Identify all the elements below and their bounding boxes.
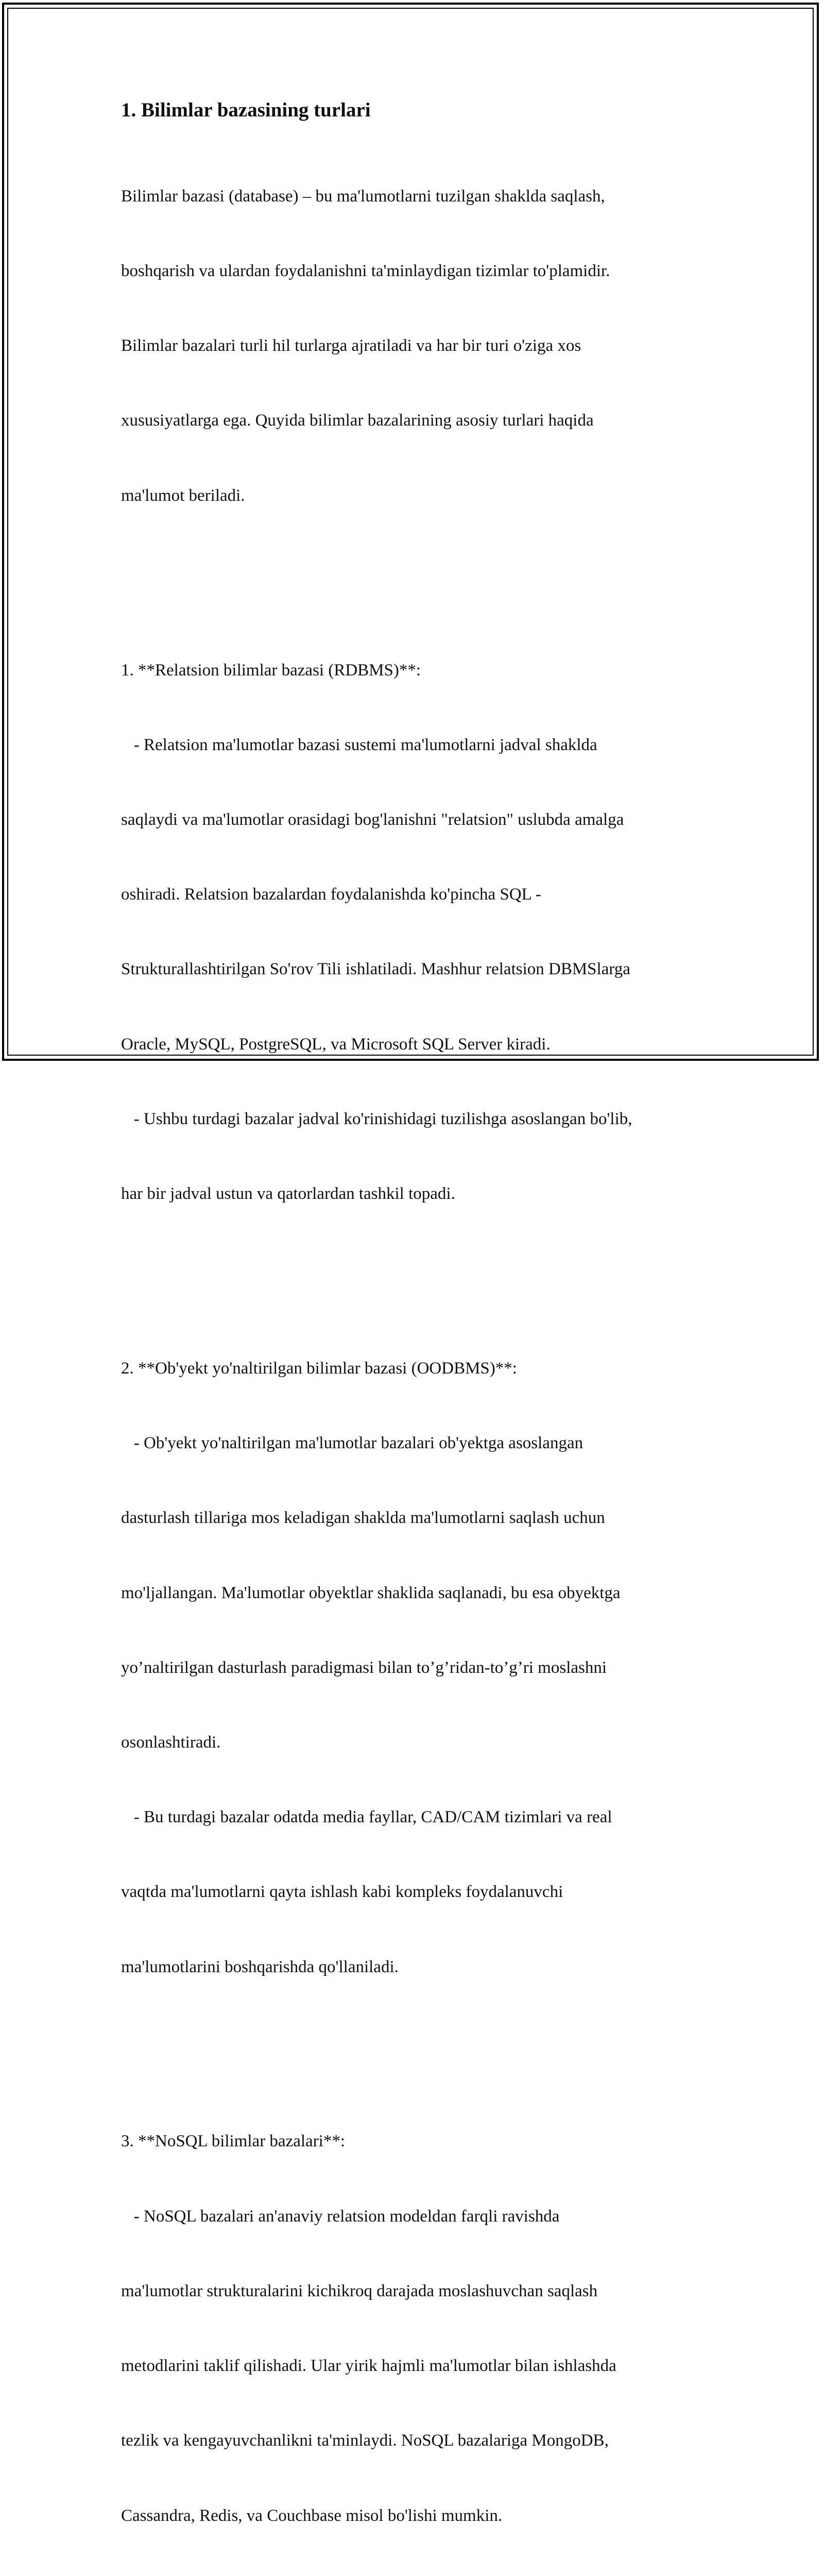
section-line: ma'lumotlar strukturalarini kichikroq darajada moslashuvchan saqlash xyxy=(121,2281,598,2300)
section-line: - Relatsion ma'lumotlar bazasi sustemi ma'lumotlarni jadval shaklda xyxy=(121,735,597,754)
paragraph-spacer xyxy=(121,2029,708,2054)
section-heading-rdbms: 1. **Relatsion bilimlar bazasi (RDBMS)**: xyxy=(121,660,421,680)
section-line: saqlaydi va ma'lumotlar orasidagi bog'lanishni "relatsion" uslubda amalga xyxy=(121,810,624,829)
section-line: - Ob'yekt yo'naltirilgan ma'lumotlar bazalari ob'yektga asoslangan xyxy=(121,1434,583,1453)
intro-line: ma'lumot beriladi. xyxy=(121,486,245,505)
section-line: oshiradi. Relatsion bazalardan foydalanishda ko'pincha SQL - xyxy=(121,885,541,904)
section-line: metodlarini taklif qilishadi. Ular yirik hajmli ma'lumotlar bilan ishlashda xyxy=(121,2357,616,2376)
section-line: Oracle, MySQL, PostgreSQL, va Microsoft SQL Server kiradi. xyxy=(121,1035,551,1054)
section-line: yo’naltirilgan dasturlash paradigmasi bilan to’g’ridan-to’g’ri moslashni xyxy=(121,1658,607,1677)
intro-line: xususiyatlarga ega. Quyida bilimlar bazalarining asosiy turlari haqida xyxy=(121,411,594,430)
section-line: osonlashtiradi. xyxy=(121,1733,221,1752)
paragraph-spacer xyxy=(121,558,708,583)
section-line: dasturlash tillariga mos keladigan shaklda ma'lumotlarni saqlash uchun xyxy=(121,1509,605,1528)
section-line: mo'ljallangan. Ma'lumotlar obyektlar shaklida saqlanadi, bu esa obyektga xyxy=(121,1583,621,1602)
section-line: tezlik va kengayuvchanlikni ta'minlaydi. NoSQL bazalariga MongoDB, xyxy=(121,2431,609,2450)
intro-line: Bilimlar bazasi (database) – bu ma'lumotlarni tuzilgan shaklda saqlash, xyxy=(121,187,605,206)
intro-line: boshqarish va ulardan foydalanishni ta'minlaydigan tizimlar to'plamidir. xyxy=(121,262,610,281)
paragraph-spacer xyxy=(121,1256,708,1281)
section-line: - Ushbu turdagi bazalar jadval ko'rinishidagi tuzilishga asoslangan bo'lib, xyxy=(121,1109,632,1128)
page-title: 1. Bilimlar bazasining turlari xyxy=(121,99,371,121)
section-heading-oodbms: 2. **Ob'yekt yo'naltirilgan bilimlar bazasi (OODBMS)**: xyxy=(121,1359,517,1378)
section-line: ma'lumotlarini boshqarishda qo'llaniladi. xyxy=(121,1957,399,1976)
section-line: - NoSQL bazalari an'anaviy relatsion modeldan farqli ravishda xyxy=(121,2207,560,2226)
intro-paragraph xyxy=(121,134,708,2576)
section-line: har bir jadval ustun va qatorlardan tashkil topadi. xyxy=(121,1184,455,1204)
section-line: vaqtda ma'lumotlarni qayta ishlash kabi kompleks foydalanuvchi xyxy=(121,1883,563,1902)
section-line: Cassandra, Redis, va Couchbase misol bo'lishi mumkin. xyxy=(121,2506,503,2525)
section-line: - Bu turdagi bazalar odatda media fayllar, CAD/CAM tizimlari va real xyxy=(121,1808,612,1827)
section-heading-nosql: 3. **NoSQL bilimlar bazalari**: xyxy=(121,2132,346,2151)
document-body xyxy=(121,96,708,2576)
section-line: Strukturallashtirilgan So'rov Tili ishlatiladi. Mashhur relatsion DBMSlarga xyxy=(121,960,630,979)
intro-line: Bilimlar bazalari turli hil turlarga ajratiladi va har bir turi o'ziga xos xyxy=(121,336,581,355)
